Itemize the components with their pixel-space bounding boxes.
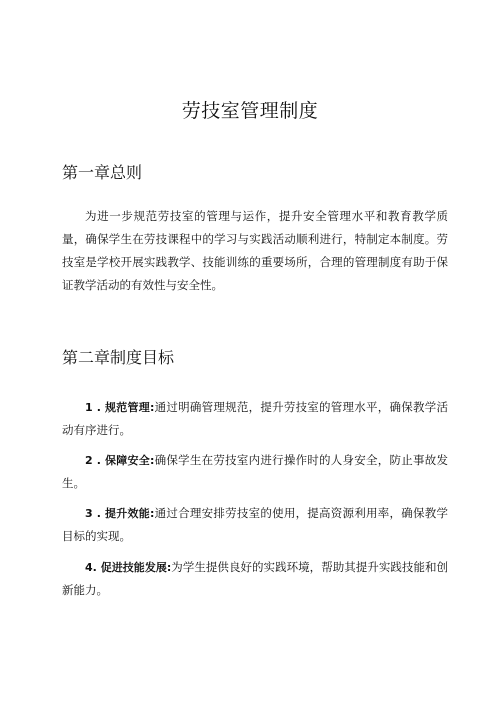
goal-label: 3 . 提升效能: xyxy=(85,507,155,520)
goal-text: 确保学生在劳技室内进行操作时的人身安全，防止事故发生。 xyxy=(62,453,449,490)
goal-item xyxy=(62,449,448,495)
goal-text: 通过合理安排劳技室的使用，提高资源利用率，确保教学目标的实现。 xyxy=(62,506,449,543)
goal-item xyxy=(62,502,448,548)
goal-text: 为学生提供良好的实践环境，帮助其提升实践技能和创新能力。 xyxy=(62,560,449,597)
goal-label: 4. 促进技能发展: xyxy=(85,561,172,574)
goal-label: 2 . 保障安全: xyxy=(85,454,155,467)
goal-label: 1 . 规范管理: xyxy=(85,401,155,414)
document-title: 劳技室管理制度 xyxy=(181,100,319,122)
chapter-1-heading: 第一章总则 xyxy=(62,163,143,182)
chapter-1-paragraph: 为进一步规范劳技室的管理与运作，提升安全管理水平和教育教学质量，确保学生在劳技课程中的学习与实践活动顺利进行，特制定本制度。劳技室是学校开展实践教学、技能训练的重要场所，合理的管理制度有助于保证教学活动的有效性与安全性。 xyxy=(62,209,448,292)
chapter-2-heading: 第二章制度目标 xyxy=(62,348,175,367)
goal-text: 通过明确管理规范，提升劳技室的管理水平，确保教学活动有序进行。 xyxy=(62,400,449,437)
goal-item xyxy=(62,396,448,442)
goal-item xyxy=(62,556,448,602)
